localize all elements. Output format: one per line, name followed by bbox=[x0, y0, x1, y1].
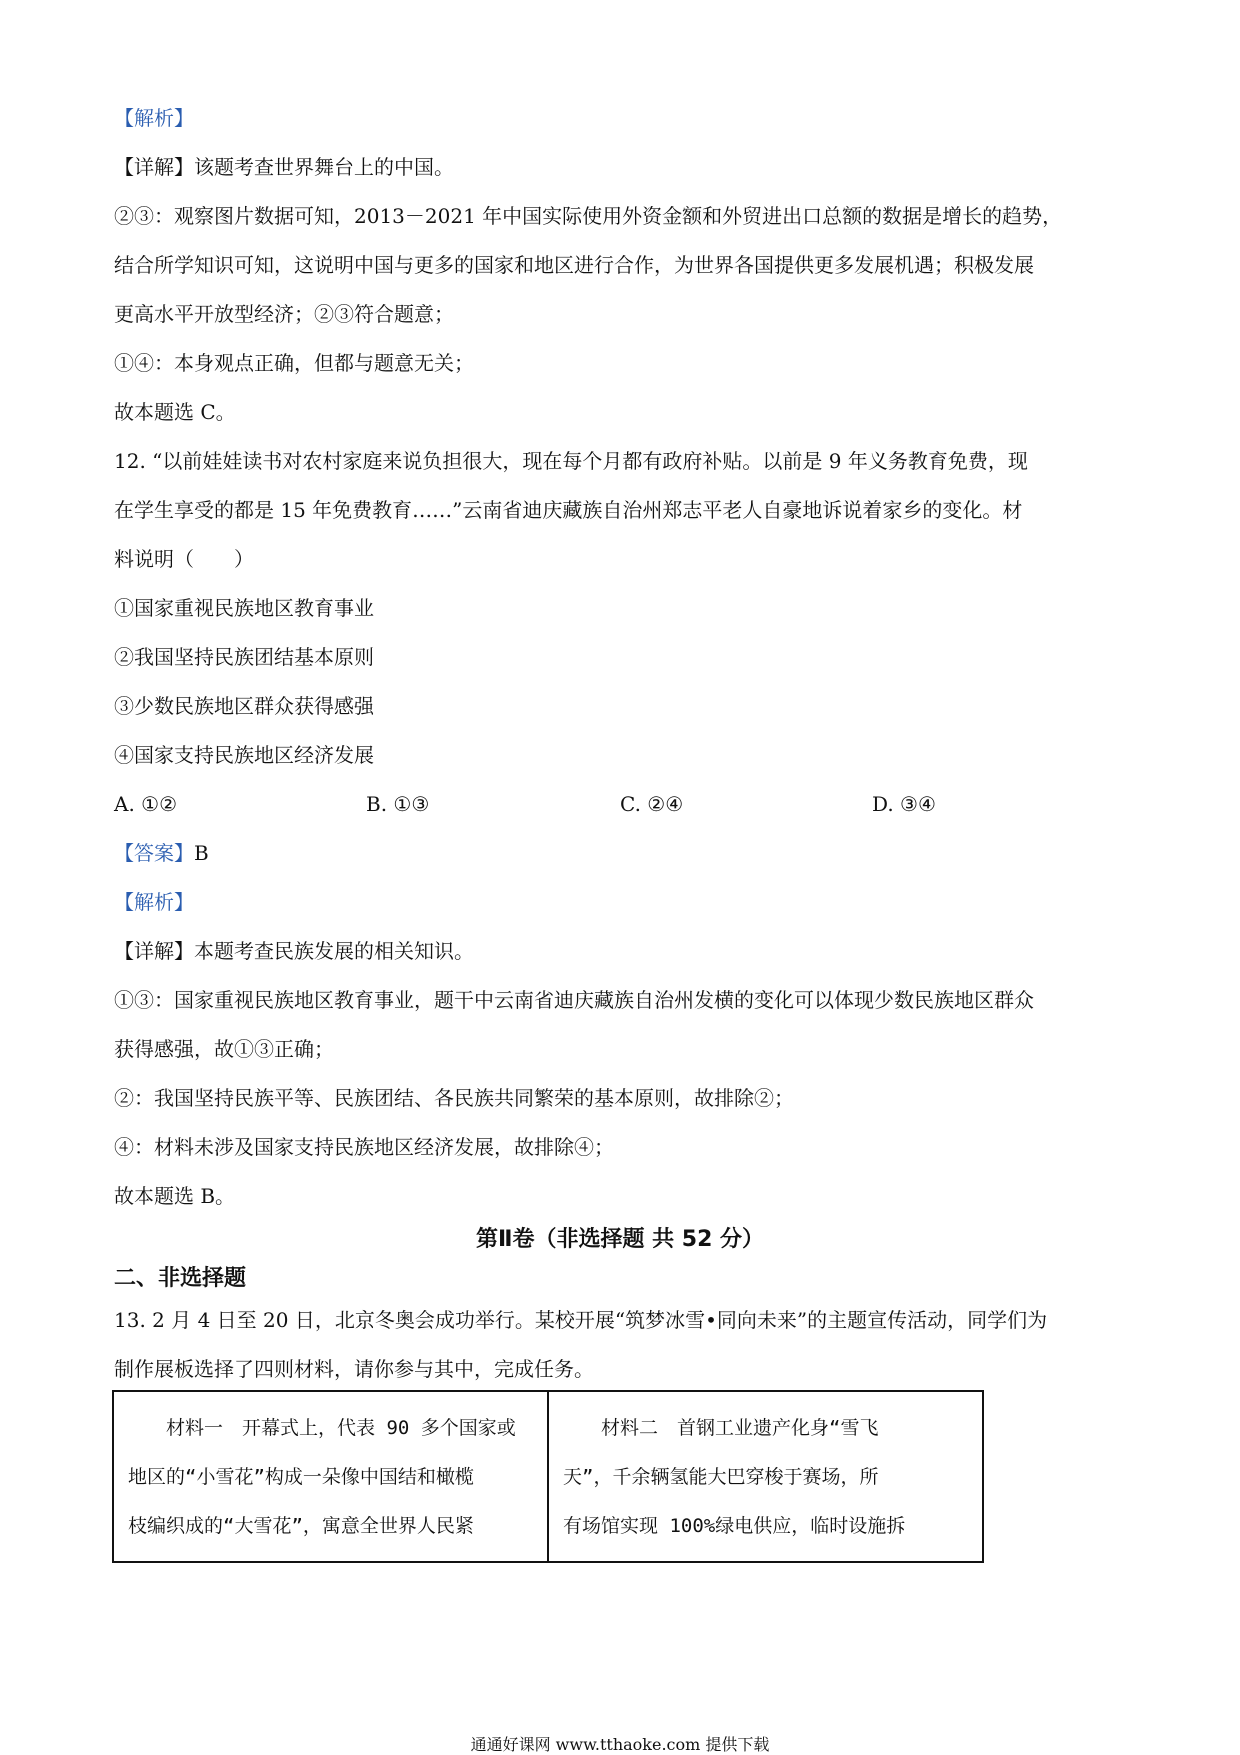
part2-title: 第Ⅱ卷（非选择题 共 52 分） bbox=[475, 1227, 765, 1252]
material-two-line: 材料二 首钢工业遗产化身“雪飞 bbox=[563, 1417, 879, 1439]
q12-paragraph: ④：材料未涉及国家支持民族地区经济发展，故排除④； bbox=[114, 1135, 614, 1159]
q11-paragraph-line: 更高水平开放型经济；②③符合题意； bbox=[114, 302, 454, 326]
q12-paragraph-line: ①③：国家重视民族地区教育事业，题干中云南省迪庆藏族自治州发横的变化可以体现少数民族地区群众 bbox=[114, 988, 1034, 1012]
material-one-line: 枝编织成的“大雪花”，寓意全世界人民紧 bbox=[128, 1515, 474, 1537]
q12-item: ④国家支持民族地区经济发展 bbox=[114, 743, 374, 767]
material-one-line: 材料一 开幕式上，代表 90 多个国家或 bbox=[128, 1417, 516, 1439]
material-two-cell bbox=[548, 1391, 983, 1562]
q12-item: ①国家重视民族地区教育事业 bbox=[114, 596, 374, 620]
q11-detail: 【详解】该题考查世界舞台上的中国。 bbox=[114, 155, 454, 179]
footer-source: 通通好课网 www.tthaoke.com 提供下载 bbox=[470, 1735, 770, 1754]
option-b: B. ①③ bbox=[366, 792, 430, 816]
material-one-line: 地区的“小雪花”构成一朵像中国结和橄榄 bbox=[128, 1466, 474, 1488]
q11-paragraph: ①④：本身观点正确，但都与题意无关； bbox=[114, 351, 474, 375]
q12-item: ②我国坚持民族团结基本原则 bbox=[114, 645, 374, 669]
q12-answer bbox=[114, 838, 209, 868]
answer-value: B bbox=[194, 841, 209, 865]
q12-stem-line: 12. “以前娃娃读书对农村家庭来说负担很大，现在每个月都有政府补贴。以前是 9 年义务教育免费，现 bbox=[114, 449, 1028, 473]
q12-paragraph-line: 获得感强，故①③正确； bbox=[114, 1037, 334, 1061]
material-one-cell bbox=[113, 1391, 548, 1562]
q11-paragraph-line: 结合所学知识可知，这说明中国与更多的国家和地区进行合作，为世界各国提供更多发展机遇；积极发展 bbox=[114, 253, 1034, 277]
q12-stem-line: 料说明（ ） bbox=[114, 547, 254, 571]
analysis-label: 【解析】 bbox=[114, 890, 194, 914]
option-c: C. ②④ bbox=[620, 792, 684, 816]
analysis-label: 【解析】 bbox=[114, 106, 194, 130]
q11-paragraph-line: ②③：观察图片数据可知，2013－2021 年中国实际使用外资金额和外贸进出口总额的数据是增长的趋势， bbox=[114, 204, 1063, 228]
q12-detail: 【详解】本题考查民族发展的相关知识。 bbox=[114, 939, 474, 963]
q13-stem-line: 13. 2 月 4 日至 20 日，北京冬奥会成功举行。某校开展“筑梦冰雪•同向未来”的主题宣传活动，同学们为 bbox=[114, 1308, 1048, 1332]
q12-stem-line: 在学生享受的都是 15 年免费教育……”云南省迪庆藏族自治州郑志平老人自豪地诉说着家乡的变化。材 bbox=[114, 498, 1023, 522]
option-d: D. ③④ bbox=[872, 792, 936, 816]
option-a: A. ①② bbox=[114, 792, 178, 816]
q12-conclusion: 故本题选 B。 bbox=[114, 1184, 236, 1208]
q12-paragraph: ②：我国坚持民族平等、民族团结、各民族共同繁荣的基本原则，故排除②； bbox=[114, 1086, 794, 1110]
q12-item: ③少数民族地区群众获得感强 bbox=[114, 694, 374, 718]
answer-label: 【答案】 bbox=[114, 841, 194, 865]
materials-table bbox=[112, 1390, 984, 1563]
part2-heading: 二、非选择题 bbox=[114, 1266, 247, 1291]
material-two-line: 有场馆实现 100%绿电供应，临时设施拆 bbox=[563, 1515, 906, 1537]
q11-conclusion: 故本题选 C。 bbox=[114, 400, 236, 424]
material-two-line: 天”，千余辆氢能大巴穿梭于赛场，所 bbox=[563, 1466, 879, 1488]
q13-stem-line: 制作展板选择了四则材料，请你参与其中，完成任务。 bbox=[114, 1357, 594, 1381]
